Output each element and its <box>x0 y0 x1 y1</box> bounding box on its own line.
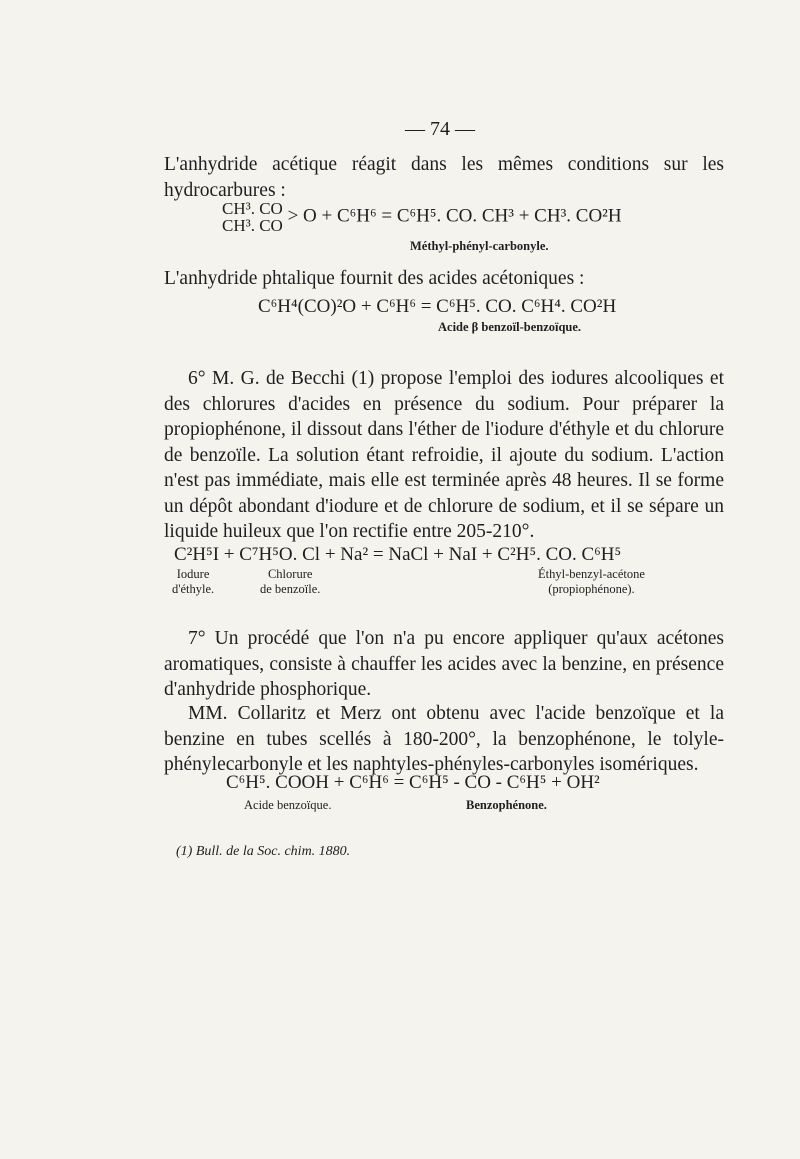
equation-2-caption: Acide β benzoïl-benzoïque. <box>438 320 582 334</box>
paragraph-anhydride-phtalique: L'anhydride phtalique fournit des acides acétoniques : <box>164 268 585 289</box>
equation-4-caption-acide: Acide benzoïque. <box>244 798 332 812</box>
equation-1-denominator: CH³. CO <box>222 216 283 235</box>
equation-1 <box>222 200 622 234</box>
page-number: — 74 — <box>405 118 475 140</box>
footnote: (1) Bull. de la Soc. chim. 1880. <box>176 844 351 859</box>
equation-3-caption-iodure: Iodure d'éthyle. <box>172 567 215 596</box>
equation-2: C⁶H⁴(CO)²O + C⁶H⁶ = C⁶H⁵. CO. C⁶H⁴. CO²H <box>258 296 617 317</box>
equation-1-numerator: CH³. CO <box>222 199 283 218</box>
equation-1-caption: Méthyl-phényl-carbonyle. <box>410 239 549 253</box>
paragraph-procede-7: 7° Un procédé que l'on n'a pu encore appliquer qu'aux acétones aromatiques, consiste à chauffer les acides avec la benzine, en présence d'anhydride phosphorique. <box>164 628 724 700</box>
paragraph-anhydride-acetique: L'anhydride acétique réagit dans les mêmes conditions sur les hydrocarbures : <box>164 154 724 201</box>
paragraph-becchi: 6° M. G. de Becchi (1) propose l'emploi des iodures alcooliques et des chlorures d'acides en présence du sodium. Pour préparer la propiophénone, il dissout dans l'éther de l'iodure d'éthyle et du chlorure de benzoïle. La solution étant refroidie, il ajoute du sodium. L'action n'est pas immédiate, mais elle est terminée après 48 heures. Il se forme un dépôt abondant d'iodure et de chlorure de sodium, et il se sépare un liquide huileux que l'on rectifie entre 205-210°. <box>164 368 724 542</box>
equation-3-caption-chlorure: Chlorure de benzoïle. <box>260 567 321 596</box>
equation-3-caption-propiophenone: Éthyl-benzyl-acétone (propiophénone). <box>538 567 645 596</box>
paragraph-collaritz-merz: MM. Collaritz et Merz ont obtenu avec l'acide benzoïque et la benzine en tubes scellés à 180-200°, la benzophénone, le tolyle-phénylecarbonyle et les naphtyles-phényles-carbonyles isomériques. <box>164 703 724 775</box>
equation-1-rest: > O + C⁶H⁶ = C⁶H⁵. CO. CH³ + CH³. CO²H <box>287 205 622 227</box>
equation-1-fraction <box>222 200 283 234</box>
equation-4-caption-benzophenone: Benzophénone. <box>466 798 547 812</box>
equation-4: C⁶H⁵. COOH + C⁶H⁶ = C⁶H⁵ - CO - C⁶H⁵ + OH² <box>226 772 600 793</box>
equation-3: C²H⁵I + C⁷H⁵O. Cl + Na² = NaCl + NaI + C²H⁵. CO. C⁶H⁵ <box>174 544 622 565</box>
